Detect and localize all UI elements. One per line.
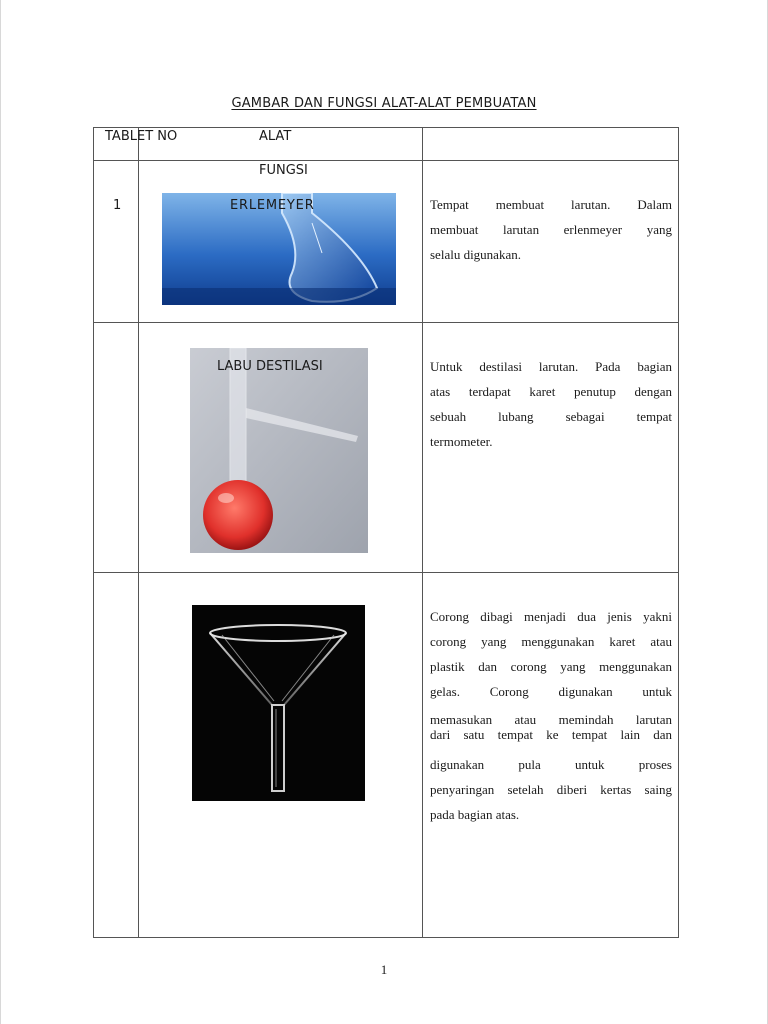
funnel-photo-icon <box>192 605 365 801</box>
description-line: penyaringan setelah diberi kertas saing <box>430 782 672 797</box>
description-line: Corong dibagi menjadi dua jenis yakni <box>430 609 672 624</box>
table-column-divider-2 <box>422 127 423 938</box>
description-line: corong yang menggunakan karet atau <box>430 634 672 649</box>
tool-name-erlenmeyer: ERLEMEYER <box>230 198 315 213</box>
description-line: selalu digunakan. <box>430 247 521 262</box>
description-erlenmeyer <box>430 192 672 267</box>
header-tablet-no: TABLET NO <box>105 129 178 144</box>
header-alat: ALAT <box>259 129 292 144</box>
header-fungsi: FUNGSI <box>259 163 308 178</box>
description-line: Untuk destilasi larutan. Pada bagian <box>430 359 672 374</box>
page-edge-left <box>0 0 1 1024</box>
row-number: 1 <box>113 198 122 213</box>
description-line: termometer. <box>430 434 493 449</box>
description-line: gelas. Corong digunakan untuk <box>430 684 672 699</box>
distillation-flask-photo-icon <box>190 348 368 553</box>
description-line: membuat larutan erlenmeyer yang <box>430 222 672 237</box>
description-line: pada bagian atas. <box>430 807 520 822</box>
tool-name-labu-destilasi: LABU DESTILASI <box>217 359 323 374</box>
description-corong <box>430 604 672 827</box>
description-line: plastik dan corong yang menggunakan <box>430 659 672 674</box>
description-line: dari satu tempat ke tempat lain dan <box>430 727 672 742</box>
description-line: sebuah lubang sebagai tempat <box>430 409 672 424</box>
description-line: atas terdapat karet penutup dengan <box>430 384 672 399</box>
description-line: memasukan atau memindah larutan <box>430 712 672 727</box>
table-header-divider <box>93 160 679 161</box>
description-line: Tempat membuat larutan. Dalam <box>430 197 672 212</box>
page-number: 1 <box>380 962 388 977</box>
table-column-divider-1 <box>138 127 139 938</box>
description-labu-destilasi <box>430 354 672 454</box>
document-title: GAMBAR DAN FUNGSI ALAT-ALAT PEMBUATAN <box>231 96 537 111</box>
description-line: digunakan pula untuk proses <box>430 757 672 772</box>
table-row-divider-1 <box>93 322 679 323</box>
table-row-divider-2 <box>93 572 679 573</box>
